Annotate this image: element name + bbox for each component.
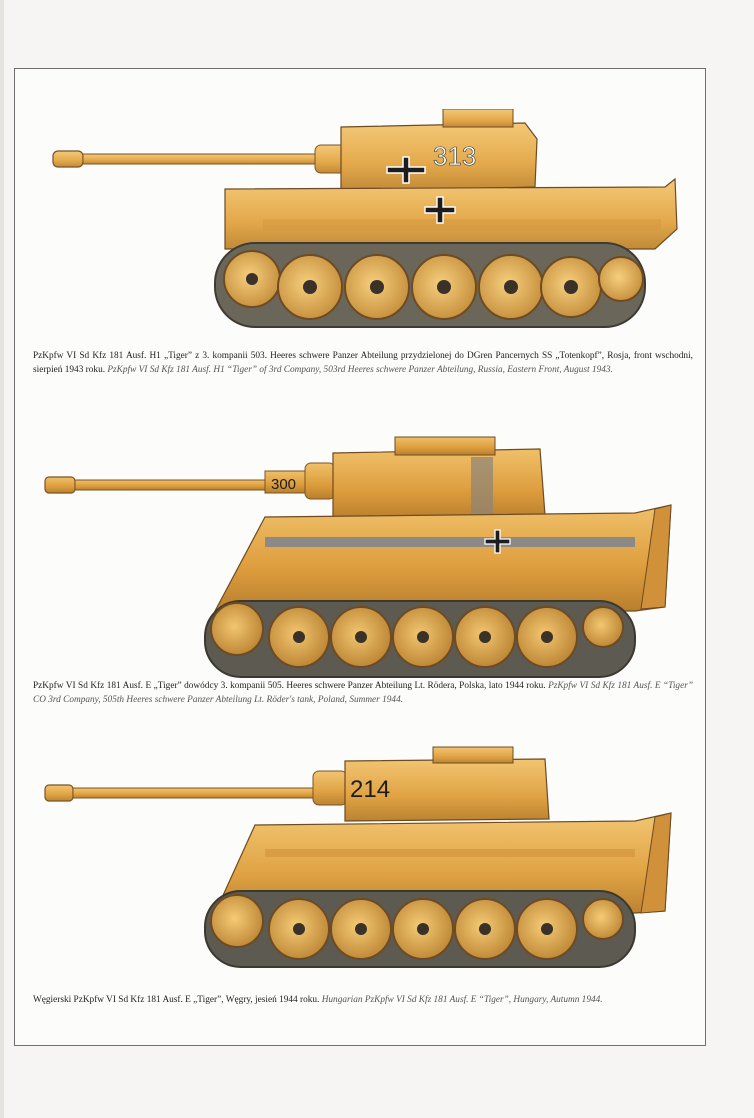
muzzle-brake [53, 151, 83, 167]
caption-1 [33, 349, 693, 377]
turret-number-300: 300 [271, 476, 297, 493]
plate-3 [15, 741, 705, 1031]
page-spine-shadow [0, 0, 4, 1118]
plate-1 [15, 109, 705, 389]
turret-number-214: 214 [350, 776, 391, 803]
caption-2 [33, 679, 693, 707]
tank-illustration-1 [15, 109, 705, 359]
caption-2-polish: PzKpfw VI Sd Kfz 181 Ausf. E „Tiger” dowódcy 3. kompanii 505. Heeres schwere Panzer Abteilung Lt. Rödera, Polska, lato 1944 roku. [33, 681, 546, 691]
plate-2 [15, 429, 705, 719]
illustration-frame [14, 68, 706, 1046]
tank-illustration-2 [15, 429, 705, 679]
turret-number-313: 313 [433, 141, 477, 171]
caption-1-polish: PzKpfw VI Sd Kfz 181 Ausf. H1 „Tiger” z 3. kompanii 503. Heeres schwere Panzer Abteilung przydzielonej do DGren Pancernych SS „Totenkopf”, Rosja, front wschodni, sierpień 1943 roku. [33, 351, 693, 375]
caption-3-polish: Węgierski PzKpfw VI Sd Kfz 181 Ausf. E „Tiger”, Węgry, jesień 1944 roku. [33, 995, 320, 1005]
caption-3-english: Hungarian PzKpfw VI Sd Kfz 181 Ausf. E “Tiger”, Hungary, Autumn 1944. [321, 995, 603, 1005]
caption-3 [33, 993, 693, 1007]
caption-2-english: PzKpfw VI Sd Kfz 181 Ausf. E “Tiger” CO 3rd Company, 505th Heeres schwere Panzer Abteilung Lt. Röder's tank, Poland, Summer 1944. [33, 681, 693, 705]
tank-illustration-3 [15, 741, 705, 971]
caption-1-english: PzKpfw VI Sd Kfz 181 Ausf. H1 “Tiger” of 3rd Company, 503rd Heeres schwere Panzer Abteilung, Russia, Eastern Front, August 1943. [107, 365, 613, 375]
